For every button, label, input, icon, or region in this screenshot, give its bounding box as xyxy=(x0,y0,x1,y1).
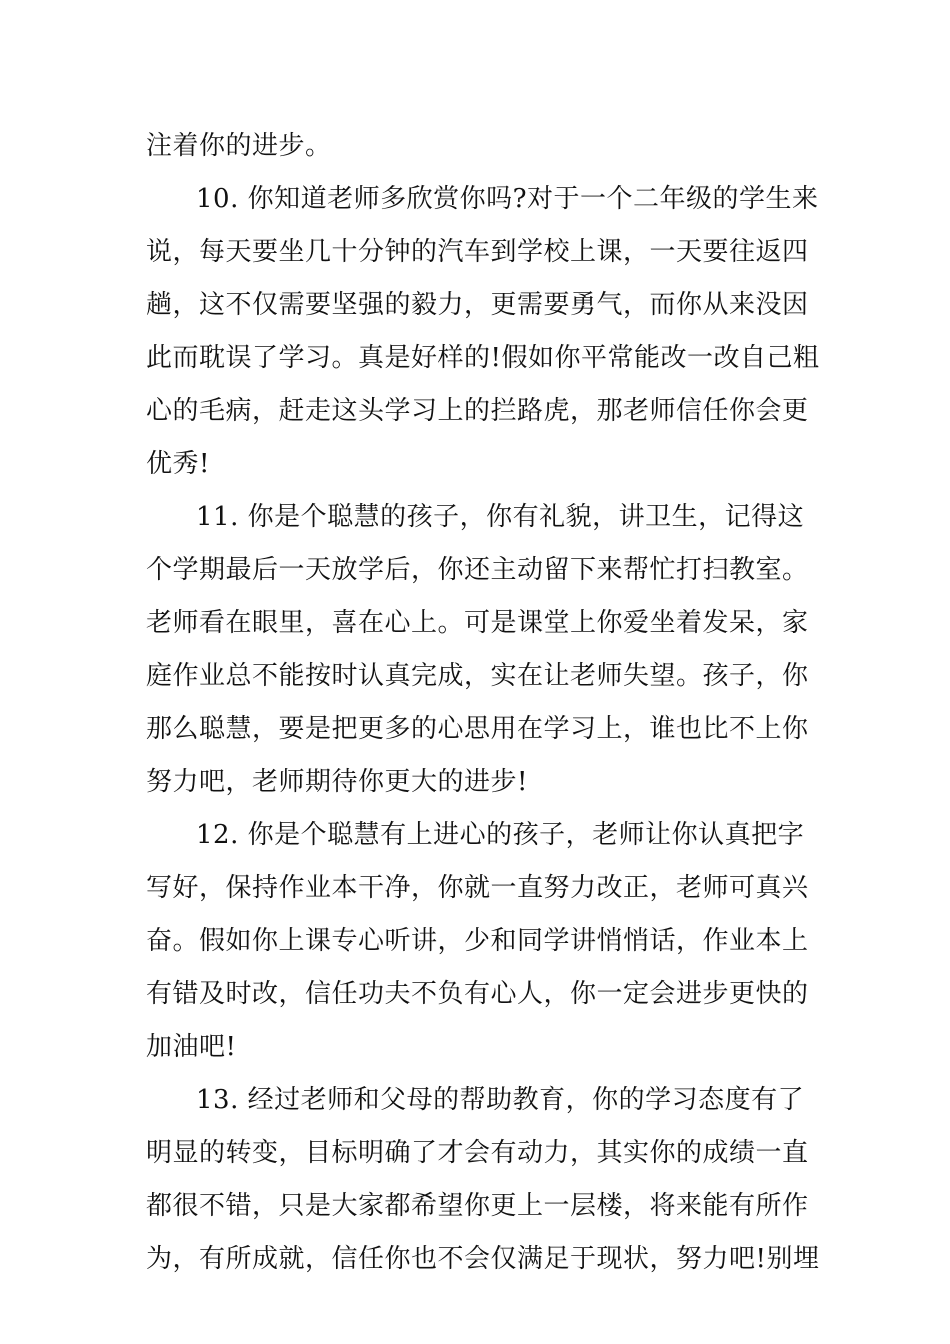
text-line: 注着你的进步。 xyxy=(146,131,332,161)
text-line: 趟，这不仅需要坚强的毅力，更需要勇气，而你从来没因 xyxy=(146,290,809,320)
text-line: 有错及时改，信任功夫不负有心人，你一定会进步更快的 xyxy=(146,979,809,1009)
paragraph-12-first-line: 12. 你是个聪慧有上进心的孩子，老师让你认真把字 xyxy=(196,820,805,850)
text-line: 说，每天要坐几十分钟的汽车到学校上课，一天要往返四 xyxy=(146,237,809,267)
text-line: 加油吧! xyxy=(146,1032,237,1062)
paragraph-13-first-line: 13. 经过老师和父母的帮助教育，你的学习态度有了 xyxy=(196,1085,805,1115)
text-line: 心的毛病，赶走这头学习上的拦路虎，那老师信任你会更 xyxy=(146,396,809,426)
text-line: 写好，保持作业本干净，你就一直努力改正，老师可真兴 xyxy=(146,873,809,903)
text-line: 庭作业总不能按时认真完成，实在让老师失望。孩子，你 xyxy=(146,661,809,691)
text-line: 老师看在眼里，喜在心上。可是课堂上你爱坐着发呆，家 xyxy=(146,608,809,638)
text-line: 为，有所成就，信任你也不会仅满足于现状，努力吧!别埋 xyxy=(146,1244,820,1274)
text-line: 明显的转变，目标明确了才会有动力，其实你的成绩一直 xyxy=(146,1138,809,1168)
text-line: 努力吧，老师期待你更大的进步! xyxy=(146,767,528,797)
paragraph-10-first-line: 10. 你知道老师多欣赏你吗?对于一个二年级的学生来 xyxy=(196,184,819,214)
text-line: 优秀! xyxy=(146,449,210,479)
text-line: 奋。假如你上课专心听讲，少和同学讲悄悄话，作业本上 xyxy=(146,926,809,956)
text-line: 此而耽误了学习。真是好样的!假如你平常能改一改自己粗 xyxy=(146,343,820,373)
text-line: 都很不错，只是大家都希望你更上一层楼，将来能有所作 xyxy=(146,1191,809,1221)
paragraph-11-first-line: 11. 你是个聪慧的孩子，你有礼貌，讲卫生，记得这 xyxy=(196,502,805,532)
text-line: 那么聪慧，要是把更多的心思用在学习上，谁也比不上你 xyxy=(146,714,809,744)
text-line: 个学期最后一天放学后，你还主动留下来帮忙打扫教室。 xyxy=(146,555,809,585)
